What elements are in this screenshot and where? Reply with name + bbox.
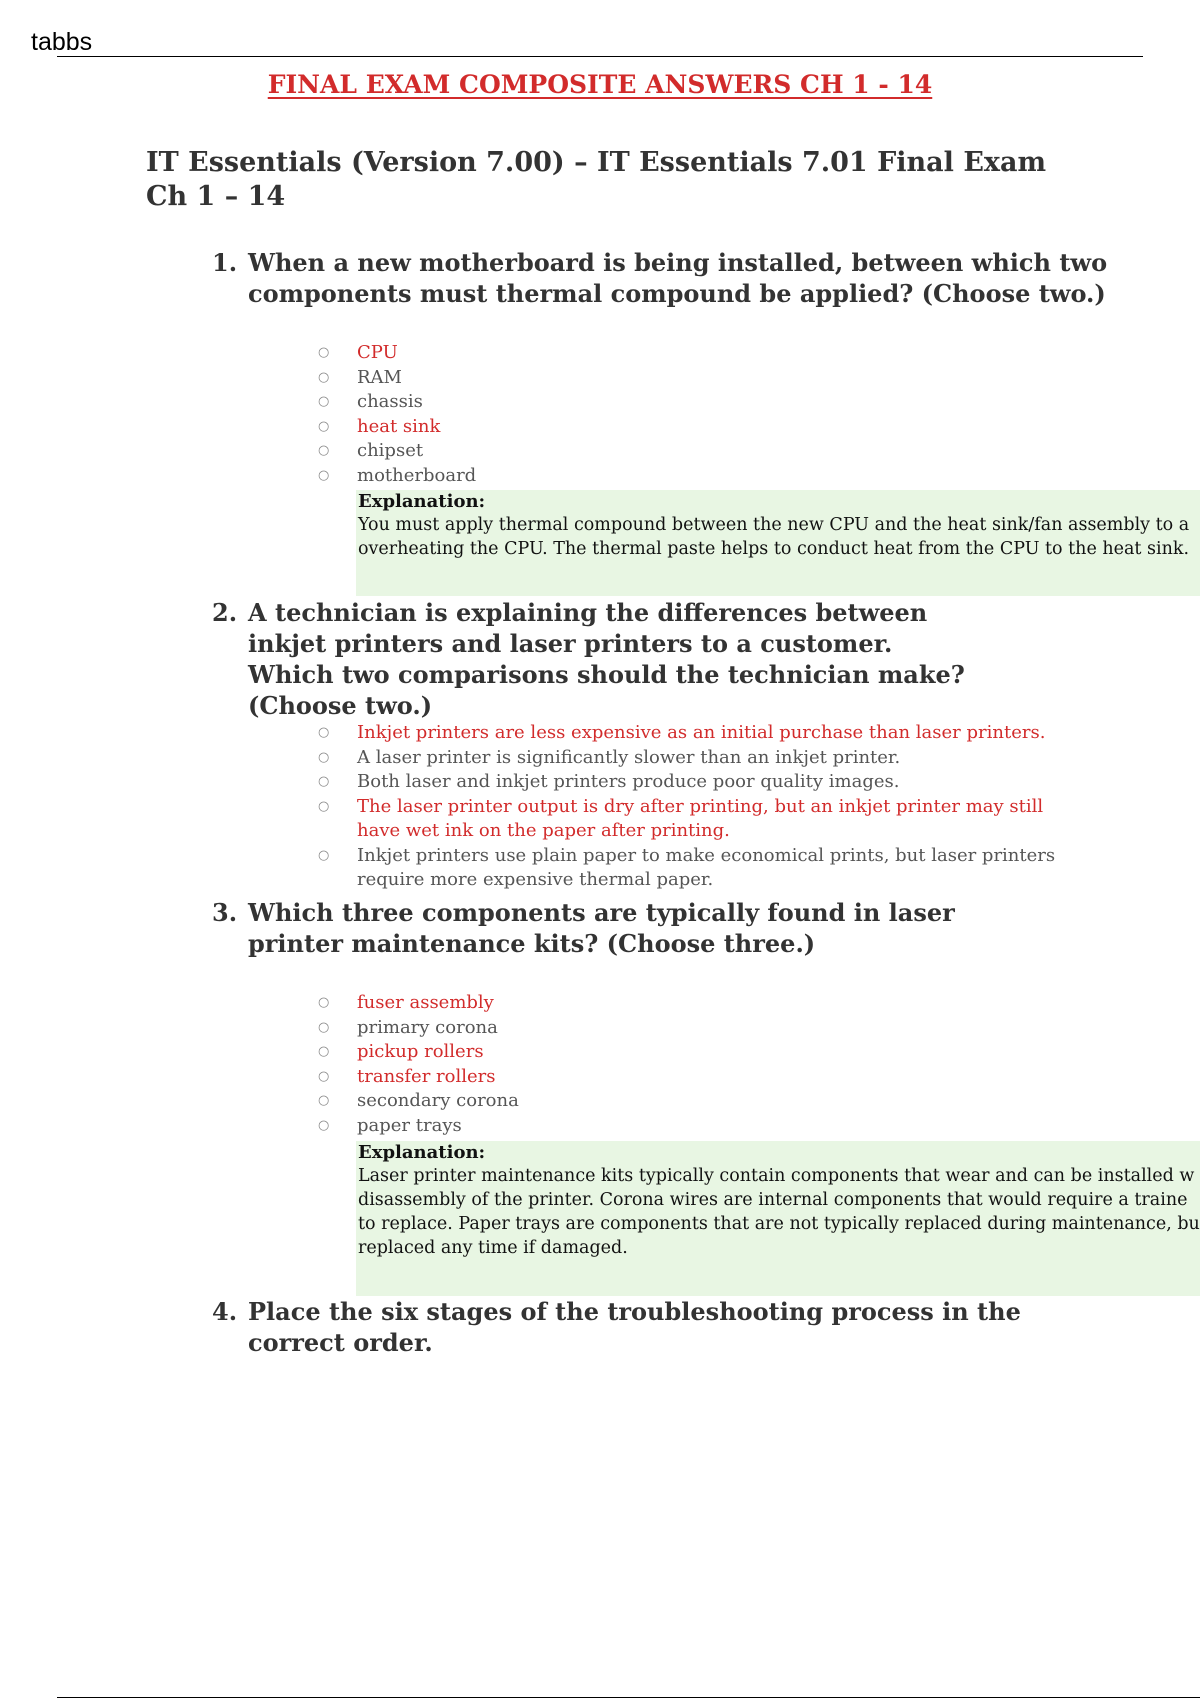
options-list-3 <box>318 991 519 1138</box>
option-text: heat sink <box>357 415 441 437</box>
option-text: Both laser and inkjet printers produce poor quality images. <box>357 771 900 792</box>
option-text: pickup rollers <box>357 1041 484 1062</box>
option-text: primary corona <box>357 1016 498 1038</box>
option-text: paper trays <box>357 1114 462 1136</box>
document-subtitle: IT Essentials (Version 7.00) – IT Essentials 7.01 Final Exam Ch 1 – 14 <box>146 147 1047 212</box>
options-list-2 <box>318 721 1058 893</box>
explanation-box-1 <box>356 490 1200 596</box>
option-text: Inkjet printers are less expensive as an initial purchase than laser printers. <box>357 722 1046 743</box>
option-item <box>318 1089 519 1114</box>
document-title: FINAL EXAM COMPOSITE ANSWERS CH 1 - 14 <box>267 70 933 99</box>
explanation-label: Explanation: <box>358 1142 486 1163</box>
option-text: RAM <box>357 366 402 388</box>
option-item <box>318 390 476 415</box>
question-text: Place the six stages of the troubleshooting process in the correct order. <box>248 1297 1021 1357</box>
header-divider <box>57 56 1143 57</box>
option-text: transfer rollers <box>357 1065 496 1087</box>
option-item <box>318 439 476 464</box>
option-text: fuser assembly <box>357 992 494 1013</box>
option-item <box>318 415 476 440</box>
question-number: 2. <box>212 598 238 627</box>
question-1 <box>212 247 1108 309</box>
circle-bullet-icon: ○ <box>318 749 330 765</box>
option-text: The laser printer output is dry after printing, but an inkjet printer may still have wet ink on the paper after printing. <box>357 795 1044 841</box>
option-text: A laser printer is significantly slower than an inkjet printer. <box>357 746 901 768</box>
circle-bullet-icon: ○ <box>318 798 330 814</box>
circle-bullet-icon: ○ <box>318 1044 330 1059</box>
circle-bullet-icon: ○ <box>318 345 330 360</box>
explanation-line: to replace. Paper trays are components that are not typically replaced during maintenance, bu <box>358 1214 1200 1234</box>
option-text: secondary corona <box>357 1090 519 1111</box>
explanation-line: Laser printer maintenance kits typically contain components that wear and can be installed w <box>358 1166 1195 1186</box>
option-item <box>318 844 1058 893</box>
option-item <box>318 770 1058 795</box>
question-text: A technician is explaining the differences between inkjet printers and laser printers to a customer. Which two comparisons should the technician make? (Choose two.) <box>248 598 965 720</box>
option-text: Inkjet printers use plain paper to make economical prints, but laser printers require more expensive thermal paper. <box>357 844 1056 890</box>
explanation-label: Explanation: <box>358 491 486 512</box>
option-item <box>318 341 476 366</box>
option-item <box>318 366 476 391</box>
explanation-line: disassembly of the printer. Corona wires are internal components that would require a traine <box>358 1190 1188 1210</box>
circle-bullet-icon: ○ <box>318 394 330 409</box>
question-number: 4. <box>212 1297 238 1326</box>
circle-bullet-icon: ○ <box>318 467 330 483</box>
explanation-line: overheating the CPU. The thermal paste helps to conduct heat from the CPU to the heat sink. <box>358 539 1190 559</box>
option-item <box>318 1114 519 1139</box>
circle-bullet-icon: ○ <box>318 1019 330 1035</box>
option-text: chassis <box>357 391 423 412</box>
option-text: motherboard <box>357 464 477 486</box>
circle-bullet-icon: ○ <box>318 369 330 385</box>
circle-bullet-icon: ○ <box>318 774 330 789</box>
option-item <box>318 1016 519 1041</box>
options-list-1 <box>318 341 476 488</box>
explanation-box-3 <box>356 1141 1200 1296</box>
option-text: CPU <box>357 342 398 363</box>
option-item <box>318 464 476 489</box>
question-number: 3. <box>212 898 238 927</box>
question-3 <box>212 897 1028 959</box>
option-item <box>318 746 1058 771</box>
circle-bullet-icon: ○ <box>318 995 330 1010</box>
footer-divider <box>57 1697 1200 1698</box>
option-item <box>318 795 1058 844</box>
circle-bullet-icon: ○ <box>318 847 330 863</box>
option-item <box>318 1065 519 1090</box>
circle-bullet-icon: ○ <box>318 418 330 434</box>
question-text: Which three components are typically found in laser printer maintenance kits? (Choose three.) <box>248 898 955 958</box>
explanation-line: You must apply thermal compound between the new CPU and the heat sink/fan assembly to a <box>358 515 1190 535</box>
circle-bullet-icon: ○ <box>318 443 330 458</box>
option-text: chipset <box>357 440 424 461</box>
question-4 <box>212 1296 1108 1358</box>
question-number: 1. <box>212 248 238 277</box>
circle-bullet-icon: ○ <box>318 725 330 740</box>
option-item <box>318 991 519 1016</box>
option-item <box>318 1040 519 1065</box>
circle-bullet-icon: ○ <box>318 1068 330 1084</box>
circle-bullet-icon: ○ <box>318 1093 330 1108</box>
circle-bullet-icon: ○ <box>318 1117 330 1133</box>
explanation-line: replaced any time if damaged. <box>358 1238 628 1258</box>
option-item <box>318 721 1058 746</box>
question-text: When a new motherboard is being installed, between which two components must thermal compound be applied? (Choose two.) <box>248 248 1108 308</box>
header-brand: tabbs <box>31 28 93 56</box>
question-2 <box>212 597 968 721</box>
